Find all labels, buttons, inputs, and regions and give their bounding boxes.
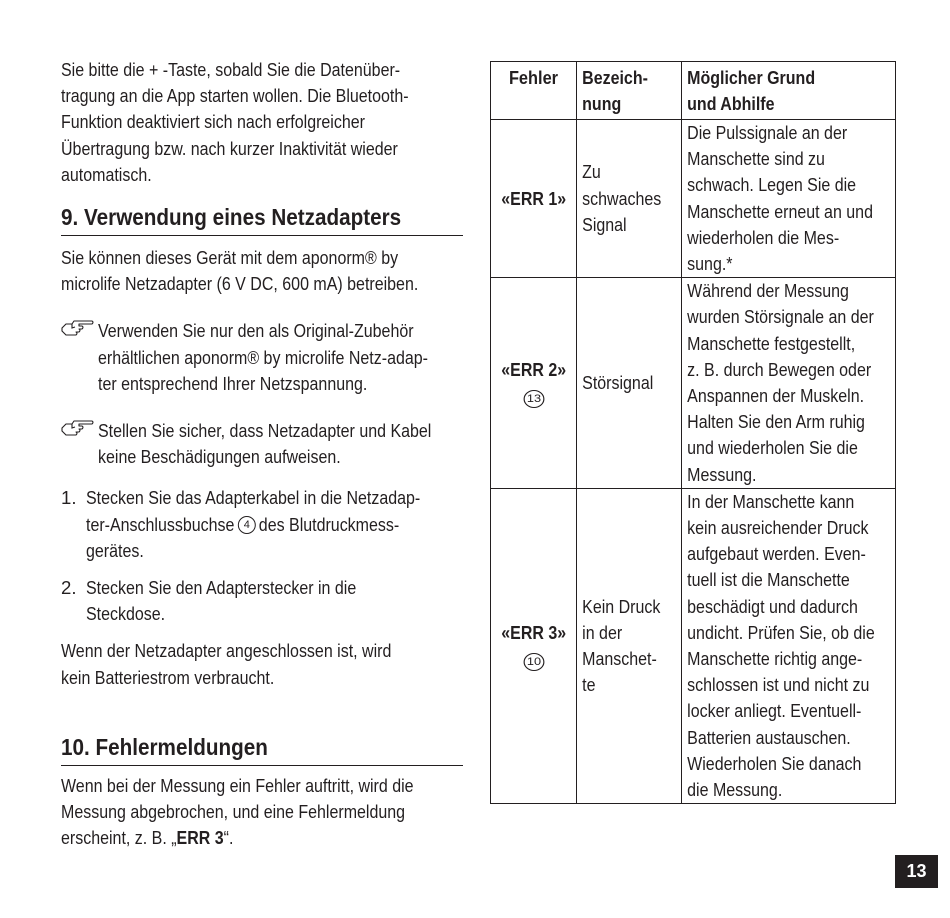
text-line: undicht. Prüfen Sie, ob die xyxy=(687,621,875,643)
text-line: Manschette festgestellt, xyxy=(687,332,856,354)
text-line: tragung an die App starten wollen. Die Bluetooth- xyxy=(61,85,409,107)
text-line: wurden Störsignale an der xyxy=(687,306,874,328)
intro-paragraph xyxy=(61,57,463,188)
table-row xyxy=(491,120,896,278)
text-line: Signal xyxy=(582,213,627,235)
text-line: Wenn der Netzadapter angeschlossen ist, wird xyxy=(61,640,392,662)
text-line: Steckdose. xyxy=(86,603,166,625)
reason-cell xyxy=(682,120,896,278)
text-line: Stellen Sie sicher, dass Netzadapter und Kabel xyxy=(98,420,432,442)
text-line: Messung. xyxy=(687,463,757,485)
text-line: Die Pulssignale an der xyxy=(687,122,848,143)
text-line: Halten Sie den Arm ruhig xyxy=(687,411,865,433)
text-line: In der Manschette kann xyxy=(687,490,855,512)
text-line: Manschet- xyxy=(582,648,657,670)
reference-number: 10 xyxy=(523,653,544,671)
hint-original-accessory xyxy=(61,318,463,397)
text-line: Stecken Sie das Adapterkabel in die Netzadap- xyxy=(86,487,421,509)
text-line: Sie bitte die + -Taste, sobald Sie die Datenüber- xyxy=(61,59,401,80)
text-line: Stecken Sie den Adapterstecker in die xyxy=(86,577,357,599)
header-reason xyxy=(682,62,896,120)
text-line: Zu xyxy=(582,161,601,183)
text-line: erscheint, z. B. „ xyxy=(61,827,177,849)
text-line: ter entsprechend Ihrer Netzspannung. xyxy=(98,372,368,394)
reference-number: 4 xyxy=(238,516,256,534)
text-line: Manschette richtig ange- xyxy=(687,648,863,670)
step-1 xyxy=(61,485,463,564)
text-line: ter-Anschlussbuchse xyxy=(86,513,239,535)
text-line: und wiederholen Sie die xyxy=(687,437,858,459)
text-line: Manschette sind zu xyxy=(687,148,825,170)
text-line: die Messung. xyxy=(687,779,783,801)
text-line: keine Beschädigungen aufweisen. xyxy=(98,446,341,468)
text-line: Wenn bei der Messung ein Fehler auftritt, wird die xyxy=(61,774,414,796)
text-line: Bezeich- xyxy=(582,67,648,88)
text-line: in der xyxy=(582,621,623,643)
error-code-cell: «ERR 1» xyxy=(491,120,577,278)
text-line: Funktion deaktiviert sich nach erfolgreicher xyxy=(61,111,365,133)
text-line: Anspannen der Muskeln. xyxy=(687,385,865,407)
text-line: “. xyxy=(223,827,234,849)
text-line: erhältlichen aponorm® by microlife Netz-adap- xyxy=(98,346,428,368)
designation-cell: Störsignal xyxy=(577,278,682,489)
error-code-cell: «ERR 2» 13 xyxy=(491,278,577,489)
text-line: Messung abgebrochen, und eine Fehlermeldung xyxy=(61,801,406,823)
text-line: tuell ist die Manschette xyxy=(687,569,850,591)
text-line: aufgebaut werden. Even- xyxy=(687,543,866,565)
section-9-paragraph xyxy=(61,245,463,297)
text-line: Sie können dieses Gerät mit dem aponorm® by xyxy=(61,247,399,269)
step-2 xyxy=(61,575,463,627)
table-header-row xyxy=(491,62,896,120)
reason-cell xyxy=(682,278,896,489)
section-10-heading: 10. Fehlermeldungen xyxy=(61,733,463,766)
error-table xyxy=(490,61,896,804)
text-line: beschädigt und dadurch xyxy=(687,595,858,617)
text-line: z. B. durch Bewegen oder xyxy=(687,358,872,380)
left-column xyxy=(61,57,463,851)
text-line: Während der Messung xyxy=(687,280,849,302)
header-designation xyxy=(577,62,682,120)
text-line: kein Batteriestrom verbraucht. xyxy=(61,666,275,688)
page-number: 13 xyxy=(895,855,938,888)
text-line: Möglicher Grund xyxy=(687,67,816,88)
text-line: nung xyxy=(582,93,622,115)
text-line: microlife Netzadapter (6 V DC, 600 mA) betreiben. xyxy=(61,273,419,295)
step-number: 2. xyxy=(61,577,77,599)
table-row xyxy=(491,278,896,489)
section-10-paragraph xyxy=(61,773,463,852)
text-line: kein ausreichender Druck xyxy=(687,517,869,539)
reference-number: 13 xyxy=(523,390,544,408)
designation-cell xyxy=(577,120,682,278)
text-line: sung.* xyxy=(687,253,733,275)
text-line: wiederholen die Mes- xyxy=(687,226,840,248)
section-9-heading: 9. Verwendung eines Netzadapters xyxy=(61,203,463,236)
text-line: gerätes. xyxy=(86,539,144,561)
table-row xyxy=(491,488,896,803)
header-error: Fehler xyxy=(491,62,577,120)
text-line: Verwenden Sie nur den als Original-Zubehör xyxy=(98,320,414,342)
pointing-hand-icon xyxy=(61,419,95,439)
text-line: automatisch. xyxy=(61,163,152,185)
text-line: schwaches xyxy=(582,187,662,209)
power-note xyxy=(61,638,463,690)
hint-check-damage xyxy=(61,418,463,470)
step-number: 1. xyxy=(61,487,77,509)
text-line: schlossen ist und nicht zu xyxy=(687,674,870,696)
text-line: des Blutdruckmess- xyxy=(254,513,400,535)
designation-cell xyxy=(577,488,682,803)
text-line: schwach. Legen Sie die xyxy=(687,174,857,196)
text-line: Übertragung bzw. nach kurzer Inaktivität wieder xyxy=(61,137,398,159)
text-line: te xyxy=(582,674,596,696)
pointing-hand-icon xyxy=(61,319,95,339)
reason-cell xyxy=(682,488,896,803)
text-line: Batterien austauschen. xyxy=(687,726,851,748)
text-line: Kein Druck xyxy=(582,595,661,617)
error-code-cell: «ERR 3» 10 xyxy=(491,488,577,803)
error-example: ERR 3 xyxy=(176,827,224,849)
text-line: Manschette erneut an und xyxy=(687,200,873,222)
text-line: locker anliegt. Eventuell- xyxy=(687,700,862,722)
text-line: Wiederholen Sie danach xyxy=(687,752,862,774)
text-line: und Abhilfe xyxy=(687,93,775,115)
